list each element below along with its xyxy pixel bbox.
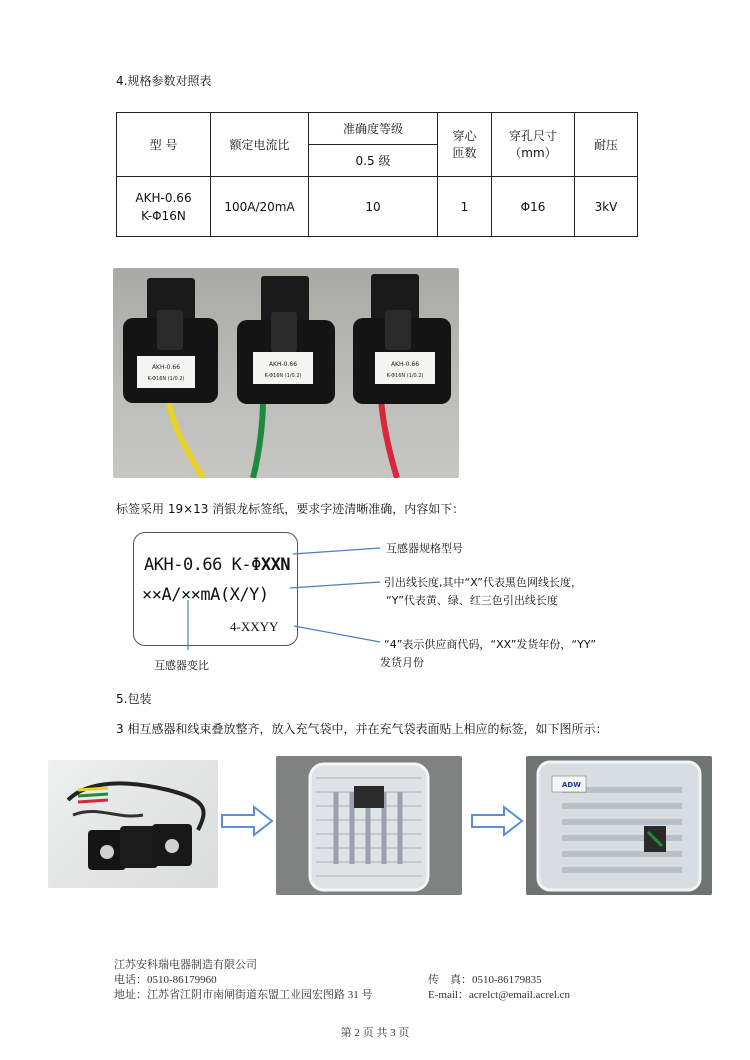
footer-email: E-mail：acrelct@email.acrel.cn bbox=[428, 989, 571, 1001]
arrow-right-icon bbox=[220, 804, 274, 838]
callout-ratio: 互感器变比 bbox=[154, 659, 209, 672]
packaging-step1-photo bbox=[48, 760, 218, 888]
cell-hole: Φ16 bbox=[492, 177, 575, 237]
ct1-label-line1: AKH-0.66 bbox=[151, 364, 181, 371]
section-4-title: 4.规格参数对照表 bbox=[116, 74, 212, 88]
header-voltage: 耐压 bbox=[575, 113, 638, 177]
ct3-label-line2: K-Φ16N (1/0.2) bbox=[386, 373, 424, 379]
spec-table bbox=[116, 112, 638, 237]
label-line-code: 4-XXYY bbox=[230, 619, 279, 634]
ct2-label-line1: AKH-0.66 bbox=[268, 361, 298, 368]
label-note: 标签采用 19×13 消银龙标签纸，要求字迹清晰准确，内容如下： bbox=[116, 502, 465, 516]
ct-photo-drawing bbox=[113, 268, 459, 478]
footer-address: 地址：江苏省江阴市南闸街道东盟工业园宏图路 31 号 bbox=[114, 989, 373, 1001]
header-model: 型 号 bbox=[117, 113, 211, 177]
packaging-step2-drawing bbox=[276, 756, 462, 895]
cell-model: AKH-0.66 K-Φ16N bbox=[117, 177, 211, 237]
callout-lines bbox=[130, 530, 400, 670]
label-model-text: AKH-0.66 K-Φ bbox=[144, 555, 261, 575]
section-5-text: 3 相互感器和线束叠放整齐，放入充气袋中，并在充气袋表面贴上相应的标签，如下图所示： bbox=[116, 722, 608, 736]
header-accuracy-sub: 0.5 级 bbox=[309, 145, 438, 177]
cell-turns: 1 bbox=[438, 177, 492, 237]
packaging-step3-drawing bbox=[526, 756, 712, 895]
cell-voltage: 3kV bbox=[575, 177, 638, 237]
footer-phone: 电话：0510-86179960 bbox=[114, 974, 217, 986]
callout-model: 互感器规格型号 bbox=[386, 542, 463, 555]
packaging-step1-drawing bbox=[48, 760, 218, 888]
callout-wire-length-2: “Y”代表黄、绿、红三色引出线长度 bbox=[386, 594, 558, 607]
page-number: 第 2 页 共 3 页 bbox=[340, 1027, 410, 1039]
bag-label-text: ADW bbox=[562, 781, 581, 789]
packaging-step2-photo bbox=[276, 756, 462, 895]
ct2-label-line2: K-Φ16N (1/0.2) bbox=[264, 373, 302, 379]
current-transformer-photo bbox=[113, 268, 459, 478]
section-5-title: 5.包装 bbox=[116, 692, 152, 706]
footer-fax: 传 真：0510-86179835 bbox=[428, 974, 542, 986]
header-hole-size: 穿孔尺寸 （mm） bbox=[492, 113, 575, 177]
cell-accuracy: 10 bbox=[309, 177, 438, 237]
arrow-right-icon-2 bbox=[470, 804, 524, 838]
packaging-step3-photo bbox=[526, 756, 712, 895]
callout-wire-length-1: 引出线长度,其中“X”代表黑色网线长度， bbox=[384, 576, 582, 589]
cell-ratio: 100A/20mA bbox=[211, 177, 309, 237]
callout-date-code-1: “4”表示供应商代码，“XX”发货年份，“YY” bbox=[384, 638, 597, 651]
ct3-label-line1: AKH-0.66 bbox=[390, 361, 420, 368]
header-ratio: 额定电流比 bbox=[211, 113, 309, 177]
callout-date-code-2: 发货月份 bbox=[380, 656, 424, 669]
label-model-bold: XXN bbox=[260, 555, 291, 575]
ct1-label-line2: K-Φ16N (1/0.2) bbox=[147, 376, 185, 382]
footer-company: 江苏安科瑞电器制造有限公司 bbox=[114, 959, 257, 971]
header-turns: 穿心 匝数 bbox=[438, 113, 492, 177]
label-line-ratio: ××A/××mA(X/Y) bbox=[142, 585, 269, 605]
header-accuracy: 准确度等级 bbox=[309, 113, 438, 145]
